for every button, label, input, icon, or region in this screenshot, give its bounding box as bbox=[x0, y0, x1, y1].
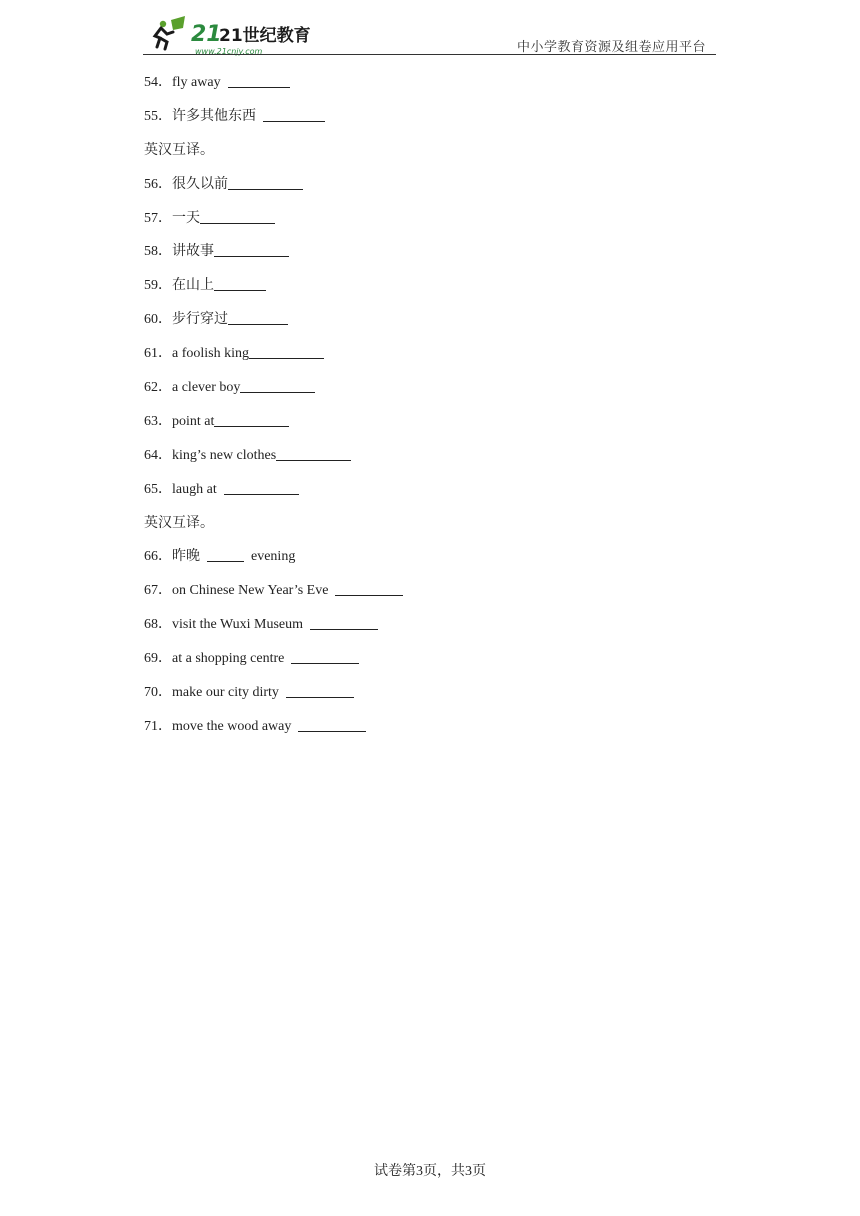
answer-blank[interactable] bbox=[228, 175, 303, 190]
question-text: on Chinese New Year’s Eve bbox=[172, 583, 336, 599]
question-text: make our city dirty bbox=[172, 685, 286, 701]
question-item bbox=[144, 579, 704, 613]
question-list bbox=[144, 71, 704, 749]
logo-url: www.21cnjy.com bbox=[195, 47, 263, 56]
question-item bbox=[144, 681, 704, 715]
question-text: fly away bbox=[172, 75, 228, 90]
answer-blank[interactable] bbox=[214, 276, 266, 291]
answer-blank[interactable] bbox=[286, 683, 354, 698]
question-text: 一天 bbox=[172, 210, 200, 226]
question-item bbox=[144, 613, 704, 647]
question-text: 在山上 bbox=[172, 278, 214, 294]
question-number: 55． bbox=[144, 108, 172, 124]
question-number: 57． bbox=[144, 210, 172, 226]
logo-title: 21世纪教育 bbox=[219, 26, 311, 46]
site-title: 中小学教育资源及组卷应用平台 bbox=[516, 39, 706, 54]
answer-blank[interactable] bbox=[263, 107, 325, 122]
question-number: 65． bbox=[144, 481, 172, 497]
question-text: 英汉互译。 bbox=[144, 515, 214, 531]
question-item bbox=[144, 545, 704, 579]
question-item bbox=[144, 647, 704, 681]
answer-blank[interactable] bbox=[228, 310, 288, 325]
question-item bbox=[144, 240, 704, 274]
header-divider bbox=[143, 54, 716, 55]
answer-blank[interactable] bbox=[310, 615, 378, 630]
question-number: 54． bbox=[144, 75, 172, 90]
logo-21cnjy bbox=[147, 14, 317, 56]
section-heading bbox=[144, 139, 704, 173]
question-item bbox=[144, 410, 704, 444]
answer-blank[interactable] bbox=[335, 581, 403, 596]
question-text: move the wood away bbox=[172, 718, 299, 734]
question-text: 很久以前 bbox=[172, 176, 228, 192]
question-text: visit the Wuxi Museum bbox=[172, 617, 311, 633]
question-item bbox=[144, 71, 704, 105]
question-item bbox=[144, 105, 704, 139]
question-text: a clever boy bbox=[172, 380, 241, 396]
question-number: 68． bbox=[144, 617, 172, 633]
question-number: 59． bbox=[144, 278, 172, 294]
section-heading bbox=[144, 512, 704, 546]
question-item bbox=[144, 342, 704, 376]
page-footer: 试卷第3页，共3页 bbox=[374, 1164, 486, 1179]
question-number: 71． bbox=[144, 718, 172, 734]
question-item bbox=[144, 308, 704, 342]
question-number: 67． bbox=[144, 583, 172, 599]
question-number: 69． bbox=[144, 651, 172, 667]
question-text: 步行穿过 bbox=[172, 312, 228, 328]
answer-blank[interactable] bbox=[291, 649, 359, 664]
logo-number: 21 bbox=[191, 22, 222, 47]
question-text: a foolish king bbox=[172, 346, 249, 362]
question-text: 讲故事 bbox=[172, 244, 214, 260]
question-number: 66． bbox=[144, 549, 172, 565]
answer-blank[interactable] bbox=[240, 378, 315, 393]
question-item bbox=[144, 173, 704, 207]
question-text: point at bbox=[172, 413, 215, 429]
answer-blank[interactable] bbox=[224, 480, 299, 495]
question-item bbox=[144, 715, 704, 749]
answer-blank[interactable] bbox=[249, 344, 324, 359]
page-header bbox=[143, 12, 716, 56]
question-text: 英汉互译。 bbox=[144, 142, 214, 158]
question-number: 61． bbox=[144, 346, 172, 362]
question-text: laugh at bbox=[172, 481, 224, 497]
answer-blank[interactable] bbox=[207, 547, 244, 562]
question-item bbox=[144, 444, 704, 478]
question-text-after: evening bbox=[244, 549, 296, 565]
answer-blank[interactable] bbox=[214, 242, 289, 257]
question-number: 64． bbox=[144, 447, 172, 463]
answer-blank[interactable] bbox=[228, 73, 290, 88]
question-text: at a shopping centre bbox=[172, 651, 292, 667]
question-number: 60． bbox=[144, 312, 172, 328]
question-item bbox=[144, 478, 704, 512]
question-number: 62． bbox=[144, 380, 172, 396]
question-number: 56． bbox=[144, 176, 172, 192]
question-number: 58． bbox=[144, 244, 172, 260]
question-text: king’s new clothes bbox=[172, 447, 277, 463]
question-text: 昨晚 bbox=[172, 549, 207, 565]
question-number: 63． bbox=[144, 413, 172, 429]
question-item bbox=[144, 207, 704, 241]
answer-blank[interactable] bbox=[276, 446, 351, 461]
answer-blank[interactable] bbox=[298, 717, 366, 732]
question-text: 许多其他东西 bbox=[172, 108, 263, 124]
answer-blank[interactable] bbox=[214, 412, 289, 427]
question-item bbox=[144, 376, 704, 410]
answer-blank[interactable] bbox=[200, 209, 275, 224]
question-item bbox=[144, 274, 704, 308]
question-number: 70． bbox=[144, 685, 172, 701]
